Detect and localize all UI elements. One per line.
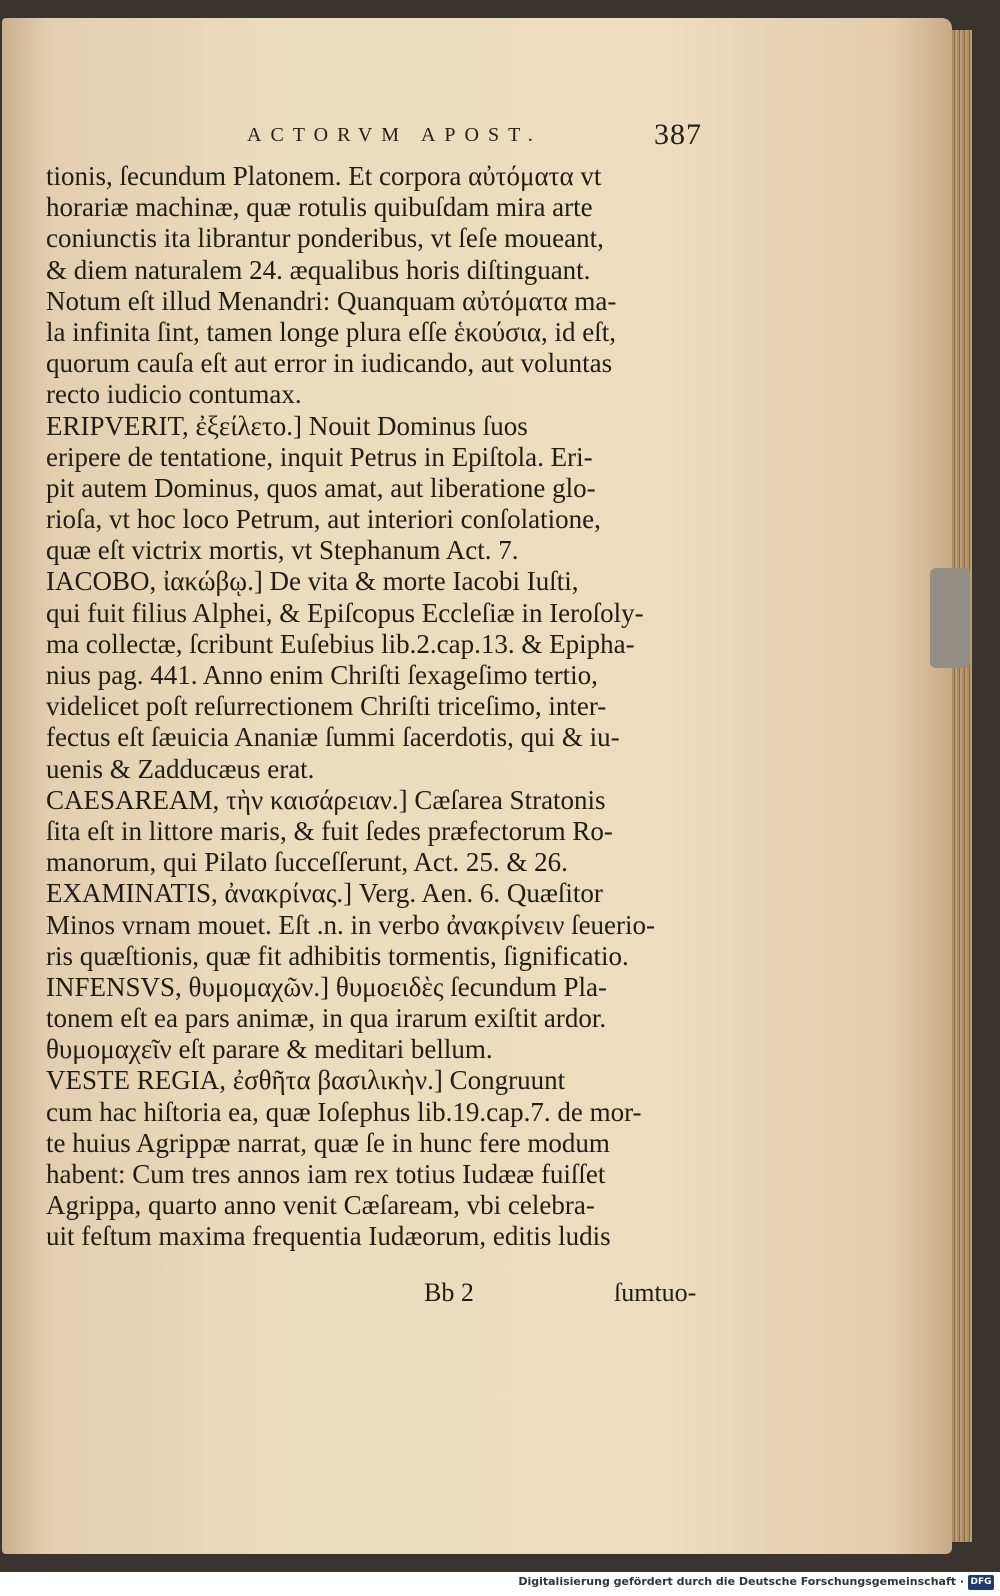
text-line: ſita eſt in littore maris, & fuit ſedes præfectorum Ro- [46, 815, 613, 846]
running-head: ACTORVM APOST. [247, 124, 542, 146]
book-page [2, 18, 952, 1554]
text-line: eripere de tentatione, inquit Petrus in Epiſtola. Eri- [46, 441, 593, 472]
text-line: quorum cauſa eſt aut error in iudicando, aut voluntas [46, 348, 613, 379]
text-line: te huius Agrippæ narrat, quæ ſe in hunc fere modum [46, 1127, 610, 1158]
text-line: Notum eſt illud Menandri: Quanquam αὐτόματα ma- [46, 285, 617, 316]
text-line: ma collectæ, ſcribunt Euſebius lib.2.cap.13. & Epipha- [46, 628, 635, 659]
text-line: θυμομαχεῖν eſt parare & meditari bellum. [46, 1034, 493, 1065]
signature-mark: Bb 2 [424, 1278, 474, 1307]
text-line: cum hac hiſtoria ea, quæ Ioſephus lib.19.cap.7. de mor- [46, 1096, 642, 1127]
text-line: qui fuit filius Alphei, & Epiſcopus Eccleſiæ in Ieroſoly- [46, 597, 644, 628]
text-line: uit feſtum maxima frequentia Iudæorum, editis ludis [46, 1221, 611, 1252]
text-line: & diem naturalem 24. æqualibus horis diſtinguant. [46, 254, 591, 285]
text-line: quæ eſt victrix mortis, vt Stephanum Act. 7. [46, 535, 519, 566]
text-line: recto iudicio contumax. [46, 379, 302, 410]
text-line: Agrippa, quarto anno venit Cæſaream, vbi celebra- [46, 1190, 595, 1221]
text-line: IACOBO, ἰακώβῳ.] De vita & morte Iacobi Iuſti, [46, 566, 579, 597]
text-line: pit autem Dominus, quos amat, aut liberatione glo- [46, 472, 596, 503]
text-line: coniunctis ita librantur ponderibus, vt ſeſe moueant, [46, 223, 604, 254]
catchword: ſumtuo- [614, 1278, 697, 1307]
text-line: Minos vrnam mouet. Eſt .n. in verbo ἀνακρίνειν ſeuerio- [46, 909, 656, 940]
text-line: uenis & Zadducæus erat. [46, 753, 315, 784]
text-line: EXAMINATIS, ἀνακρίνας.] Verg. Aen. 6. Quæſitor [46, 878, 603, 909]
book-strap [930, 568, 970, 668]
text-line: manorum, qui Pilato ſucceſſerunt, Act. 25. & 26. [46, 847, 568, 878]
dfg-logo-icon: DFG [968, 1575, 994, 1590]
text-line: nius pag. 441. Anno enim Chriſti ſexageſimo tertio, [46, 660, 598, 690]
text-line: rioſa, vt hoc loco Petrum, aut interiori conſolatione, [46, 504, 601, 535]
body-text [46, 161, 736, 1253]
text-line: fectus eſt ſæuicia Ananiæ ſummi ſacerdotis, qui & iu- [46, 722, 620, 753]
text-line: ERIPVERIT, ἐξείλετο.] Nouit Dominus ſuos [46, 410, 528, 441]
text-line: videlicet poſt reſurrectionem Chriſti triceſimo, inter- [46, 691, 607, 722]
text-line: ris quæſtionis, quæ fit adhibitis tormentis, ſignificatio. [46, 940, 629, 971]
footer-bar [0, 1572, 1000, 1596]
text-line: horariæ machinæ, quæ rotulis quibuſdam mira arte [46, 192, 593, 223]
page-number: 387 [654, 118, 702, 151]
text-line: la infinita ſint, tamen longe plura eſſe ἑκούσια, id eſt, [46, 316, 617, 347]
footer-credit: Digitalisierung gefördert durch die Deutsche Forschungsgemeinschaft · [518, 1575, 964, 1588]
text-line: tonem eſt ea pars animæ, in qua irarum exiſtit ardor. [46, 1003, 607, 1034]
text-line: habent: Cum tres annos iam rex totius Iudææ fuiſſet [46, 1159, 606, 1189]
text-line: CAESAREAM, τὴν καισάρειαν.] Cæſarea Stratonis [46, 784, 606, 815]
text-line: INFENSVS, θυμομαχῶν.] θυμοειδὲς ſecundum Pla- [46, 971, 607, 1002]
text-line: VESTE REGIA, ἐσθῆτα βασιλικὴν.] Congruunt [46, 1065, 566, 1096]
text-line: tionis, ſecundum Platonem. Et corpora αὐτόματα vt [46, 161, 602, 191]
page-edges [952, 30, 972, 1542]
